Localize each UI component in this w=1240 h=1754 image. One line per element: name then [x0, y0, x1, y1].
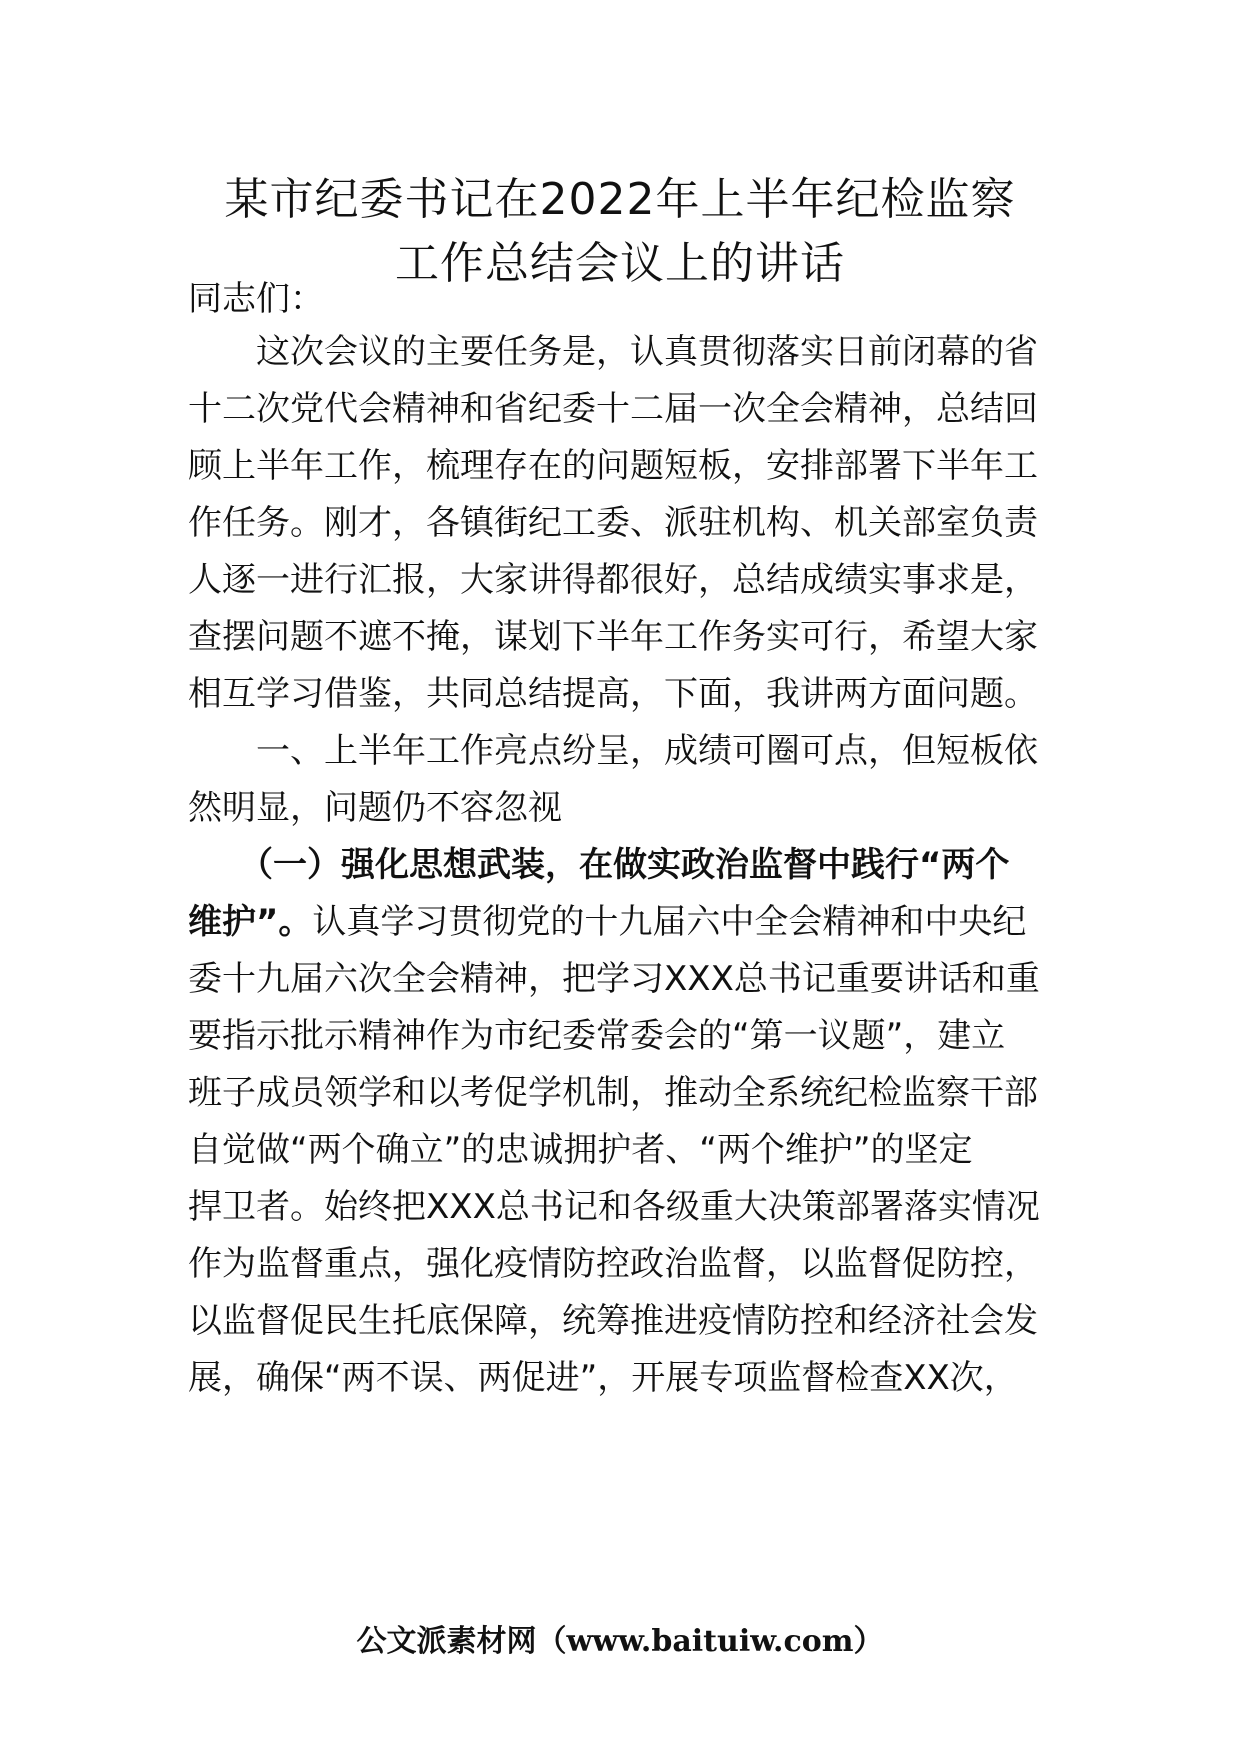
document-title-line-1: 某市纪委书记在2022年上半年纪检监察 [224, 174, 1016, 225]
body-text: 认真学习贯彻党的十九届六中全会精神和中央纪 [312, 902, 1027, 942]
body-line: 作任务。刚才，各镇街纪工委、派驻机构、机关部室负责 [188, 503, 1038, 543]
body-line: 这次会议的主要任务是，认真贯彻落实日前闭幕的省 [188, 332, 1038, 372]
body-line: 班子成员领学和以考促学机制，推动全系统纪检监察干部 [188, 1073, 1038, 1113]
subsection-heading-tail: 维护”。 [188, 902, 313, 942]
footer-url: （www.baituiw.com） [536, 1624, 884, 1659]
subsection-heading-line: （一）强化思想武装，在做实政治监督中践行“两个 [188, 845, 1010, 885]
footer-site-name: 公文派素材网 [356, 1624, 537, 1659]
body-line: 十二次党代会精神和省纪委十二届一次全会精神，总结回 [188, 389, 1038, 429]
section-heading-line: 一、上半年工作亮点纷呈，成绩可圈可点，但短板依 [188, 731, 1038, 771]
document-title-line-2: 工作总结会议上的讲话 [395, 238, 845, 289]
subsection-heading-continuation [188, 900, 1058, 944]
body-line: 自觉做“两个确立”的忠诚拥护者、“两个维护”的坚定 [188, 1130, 973, 1170]
footer-watermark [0, 1622, 1240, 1662]
body-line: 要指示批示精神作为市纪委常委会的“第一议题”，建立 [188, 1016, 1006, 1056]
body-line: 人逐一进行汇报，大家讲得都很好，总结成绩实事求是， [188, 560, 1038, 600]
body-line: 以监督促民生托底保障，统筹推进疫情防控和经济社会发 [188, 1301, 1038, 1341]
body-line: 委十九届六次全会精神，把学习XXX总书记重要讲话和重 [188, 959, 1040, 999]
body-line: 捍卫者。始终把XXX总书记和各级重大决策部署落实情况 [188, 1187, 1040, 1227]
section-heading-line: 然明显，问题仍不容忽视 [188, 788, 562, 828]
body-line: 相互学习借鉴，共同总结提高，下面，我讲两方面问题。 [188, 674, 1038, 714]
body-line: 查摆问题不遮不掩，谋划下半年工作务实可行，希望大家 [188, 617, 1038, 657]
salutation: 同志们： [188, 279, 324, 319]
body-line: 展，确保“两不误、两促进”，开展专项监督检查XX次， [188, 1358, 1018, 1398]
body-line: 顾上半年工作，梳理存在的问题短板，安排部署下半年工 [188, 446, 1038, 486]
body-line: 作为监督重点，强化疫情防控政治监督，以监督促防控， [188, 1244, 1038, 1284]
